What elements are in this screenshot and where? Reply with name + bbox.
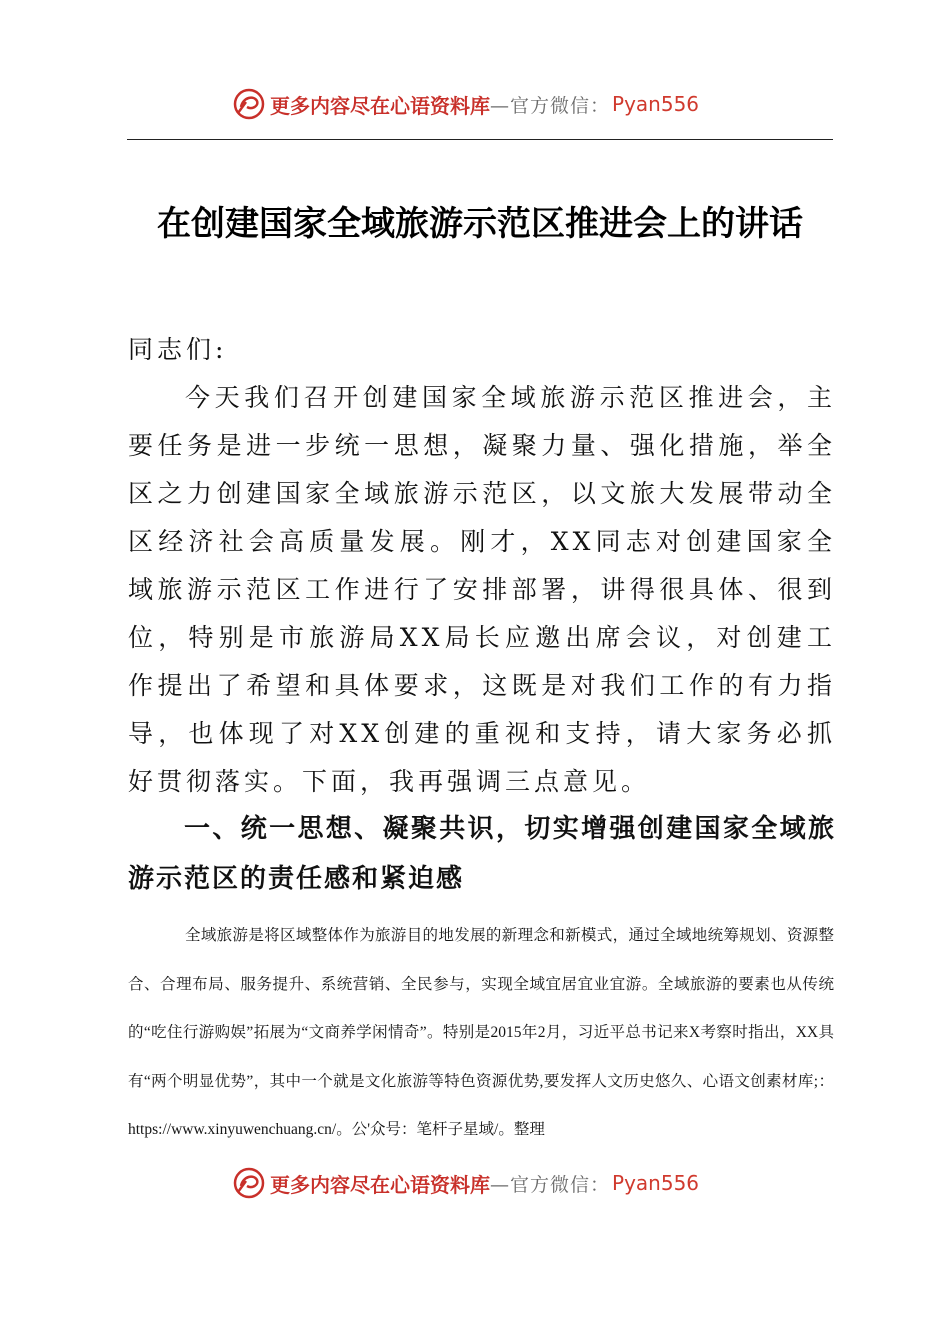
section-heading-1: 一、统一思想、凝聚共识，切实增强创建国家全域旅游示范区的责任感和紧迫感 [128,814,836,894]
banner-account-text: Pyan556 [612,92,700,116]
red-swirl-logo-icon [232,87,266,121]
banner-main-text: 更多内容尽在心语资料库 [270,93,490,118]
banner-sub-text: —官方微信： [490,1173,611,1196]
header-watermark-banner [232,84,699,124]
header-divider [127,139,833,140]
banner-account-text: Pyan556 [612,1171,700,1195]
greeting: 同志们: [128,335,228,364]
footer-watermark-banner [232,1163,699,1203]
banner-main-text: 更多内容尽在心语资料库 [270,1172,490,1197]
banner-sub-text: —官方微信： [490,94,611,117]
body-paragraph-2: 全域旅游是将区域整体作为旅游目的地发展的新理念和新模式，通过全域地统筹规划、资源整合、合理布局、服务提升、系统营销、全民参与，实现全域宜居宜业宜游。全域旅游的要素也从传统的“吃住行游购娱”拓展为“文商养学闲情奇”。特别是2015年2月，习近平总书记来X考察时指出，XX具有“两个明显优势”，其中一个就是文化旅游等特色资源优势,要发挥人文历史悠久、心语文创素材库;：https://www.xinyuwenchuang.cn/。公'众号：笔杆子星域/。整理 [128,927,834,1138]
red-swirl-logo-icon [232,1166,266,1200]
body-paragraph-1: 今天我们召开创建国家全域旅游示范区推进会，主要任务是进一步统一思想，凝聚力量、强化措施，举全区之力创建国家全域旅游示范区，以文旅大发展带动全区经济社会高质量发展。刚才，XX同志对创建国家全域旅游示范区工作进行了安排部署，讲得很具体、很到位，特别是市旅游局XX局长应邀出席会议，对创建工作提出了希望和具体要求，这既是对我们工作的有力指导，也体现了对XX创建的重视和支持，请大家务必抓好贯彻落实。下面，我再强调三点意见。 [128,383,836,796]
document-title: 在创建国家全域旅游示范区推进会上的讲话 [157,204,803,244]
